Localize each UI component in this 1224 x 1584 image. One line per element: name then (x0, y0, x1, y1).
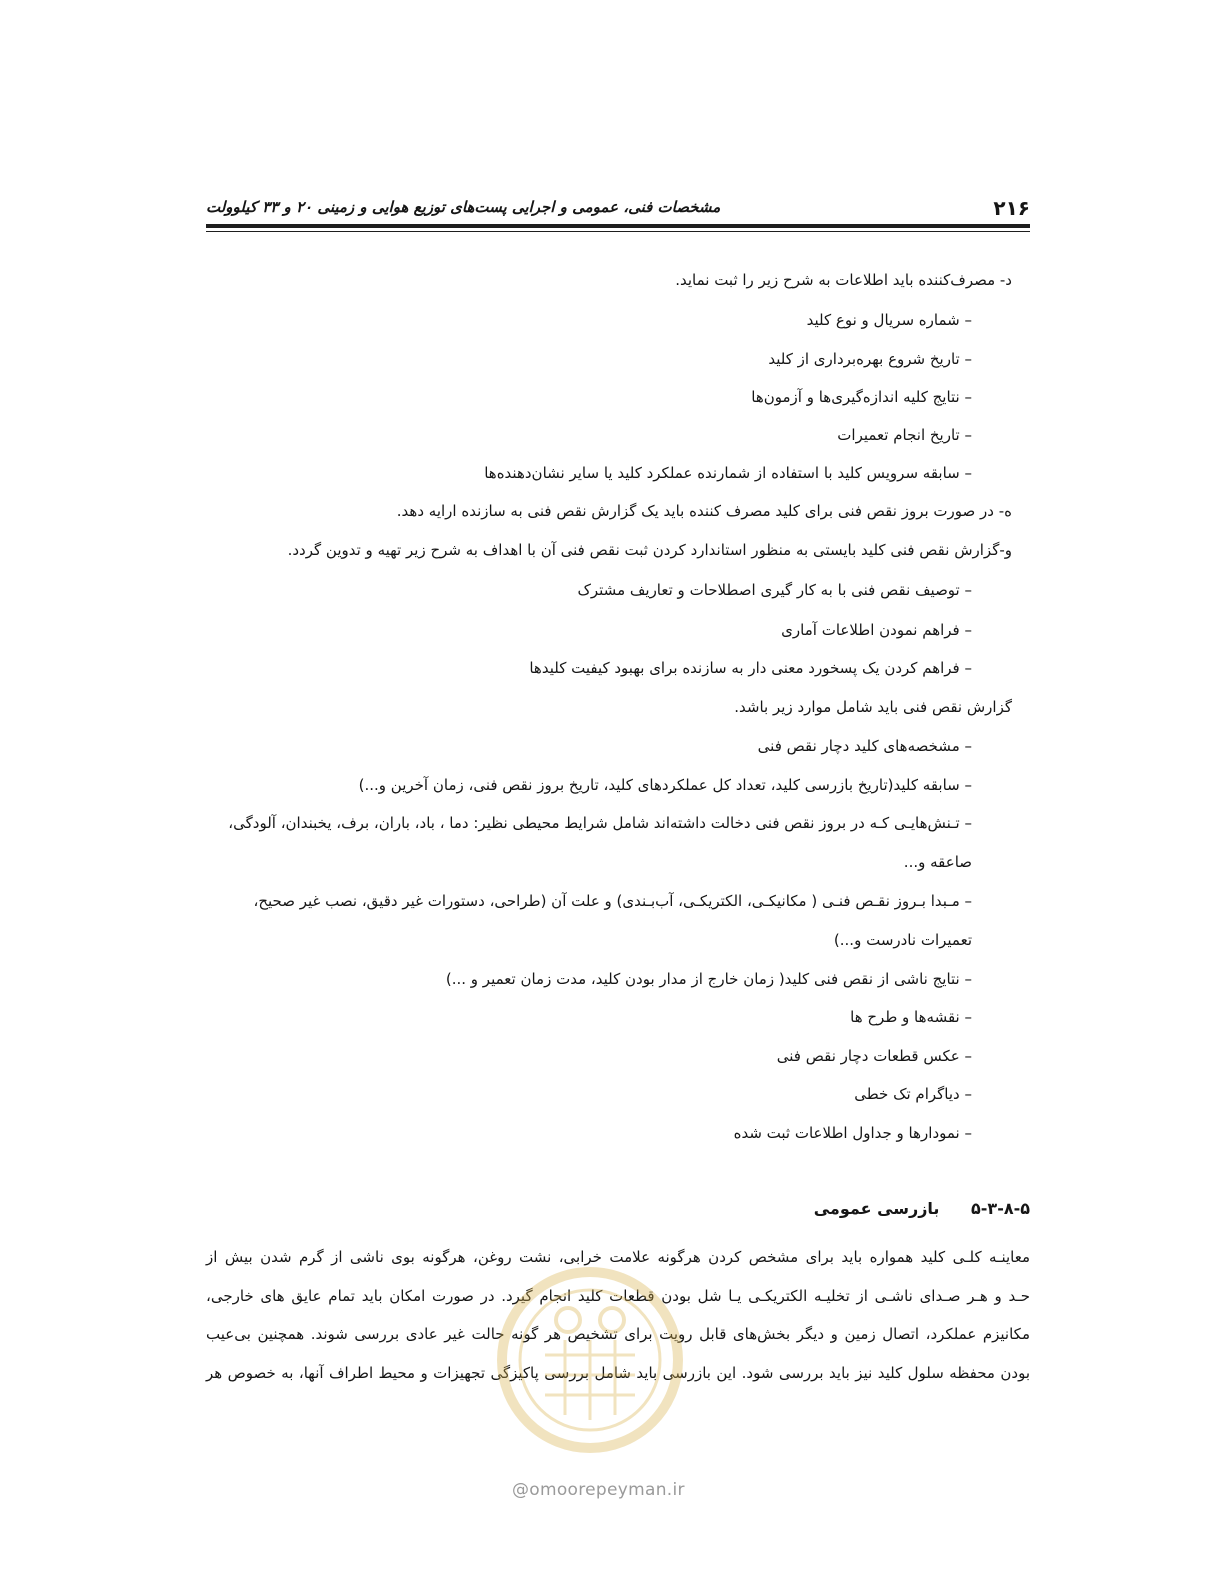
list-item: – سابقه سرویس کلید با استفاده از شمارنده عملکرد کلید یا سایر نشان‌دهنده‌ها (484, 464, 972, 482)
list-item: – عکس قطعات دچار نقص فنی (776, 1047, 972, 1065)
paragraph-line: بودن محفظه سلول کلید نیز باید بررسی شود. این بازرسی باید شامل بررسی پاکیزگی تجهیزات و محیط اطراف آنها، به خصوص هر (206, 1364, 1030, 1382)
header-rule-thick (206, 224, 1030, 228)
list-item: – تـنش‌هایـی کـه در بروز نقص فنی دخالت داشته‌اند شامل شرایط محیطی نظیر: دما ، باد، باران، برف، یخبندان، آلودگی، (228, 814, 972, 832)
list-item: – تاریخ انجام تعمیرات (837, 426, 972, 444)
list-item: – نتایج ناشی از نقص فنی کلید( زمان خارج از مدار بودن کلید، مدت زمان تعمیر و ...) (445, 970, 972, 988)
paragraph-line: مکانیزم عملکرد، اتصال زمین و دیگر بخش‌های قابل رویت برای تشخیص هر گونه حالت غیر عادی بررسی شوند. همچنین بی‌عیب (206, 1325, 1030, 1343)
list-item-continuation: صاعقه و... (903, 853, 972, 871)
list-item: – توصیف نقص فنی با به کار گیری اصطلاحات و تعاریف مشترک (577, 581, 972, 599)
running-title: مشخصات فنی، عمومی و اجرایی پست‌های توزیع هوایی و زمینی ۲۰ و ۳۳ کیلوولت (206, 198, 721, 216)
list-item: – مـبدا بـروز نقـص فنـی ( مکانیکـی، الکتریکـی، آب‌بـندی) و علت آن (طراحی، دستورات غیر دقیق، نصب غیر صحیح، (253, 892, 972, 910)
watermark-seal-icon (490, 1260, 690, 1460)
watermark-url: @omoorepeyman.ir (512, 1480, 685, 1500)
item-v: و-گزارش نقص فنی کلید بایستی به منظور استاندارد کردن ثبت نقص فنی آن با اهداف به شرح زیر تهیه و تدوین گردد. (287, 541, 1012, 559)
section-number: ۵-۳-۸-۵ (971, 1199, 1030, 1218)
header-rule-thin (206, 231, 1030, 232)
list-item: – نتایج کلیه اندازه‌گیری‌ها و آزمون‌ها (751, 388, 972, 406)
list-item: – سابقه کلید(تاریخ بازرسی کلید، تعداد کل عملکردهای کلید، تاریخ بروز نقص فنی، زمان آخرین و...) (358, 776, 972, 794)
list-item: – نمودارها و جداول اطلاعات ثبت شده (733, 1124, 972, 1142)
report-intro: گزارش نقص فنی باید شامل موارد زیر باشد. (734, 698, 1012, 716)
list-item: – شماره سریال و نوع کلید (806, 311, 972, 329)
list-item: – تاریخ شروع بهره‌برداری از کلید (768, 350, 972, 368)
page-header (206, 196, 1030, 222)
list-item: – فراهم کردن یک پسخورد معنی دار به سازنده برای بهبود کیفیت کلیدها (529, 659, 972, 677)
list-item: – فراهم نمودن اطلاعات آماری (781, 621, 972, 639)
list-item-continuation: تعمیرات نادرست و...) (833, 931, 972, 949)
list-item: – نقشه‌ها و طرح ها (850, 1008, 972, 1026)
paragraph-line: حـد و هـر صـدای ناشـی از تخلیـه الکتریکـی یـا شل بودن قطعات کلید انجام گیرد. در صورت امکان باید تمام عایق های خارجی، (206, 1287, 1030, 1305)
item-d-intro: د- مصرف‌کننده باید اطلاعات به شرح زیر را ثبت نماید. (675, 271, 1012, 289)
section-title: بازرسی عمومی (813, 1199, 940, 1218)
page-number: ۲۱۶ (993, 196, 1030, 220)
item-h: ه- در صورت بروز نقص فنی برای کلید مصرف کننده باید یک گزارش نقص فنی به سازنده ارایه دهد. (396, 502, 1012, 520)
paragraph-line: معاینـه کلـی کلید همواره باید برای مشخص کردن هرگونه علامت خرابی، نشت روغن، هرگونه بوی ناشی از گرم شدن بیش از (206, 1248, 1030, 1266)
section-heading (814, 1199, 1030, 1218)
list-item: – مشخصه‌های کلید دچار نقص فنی (757, 737, 972, 755)
list-item: – دیاگرام تک خطی (854, 1085, 972, 1103)
